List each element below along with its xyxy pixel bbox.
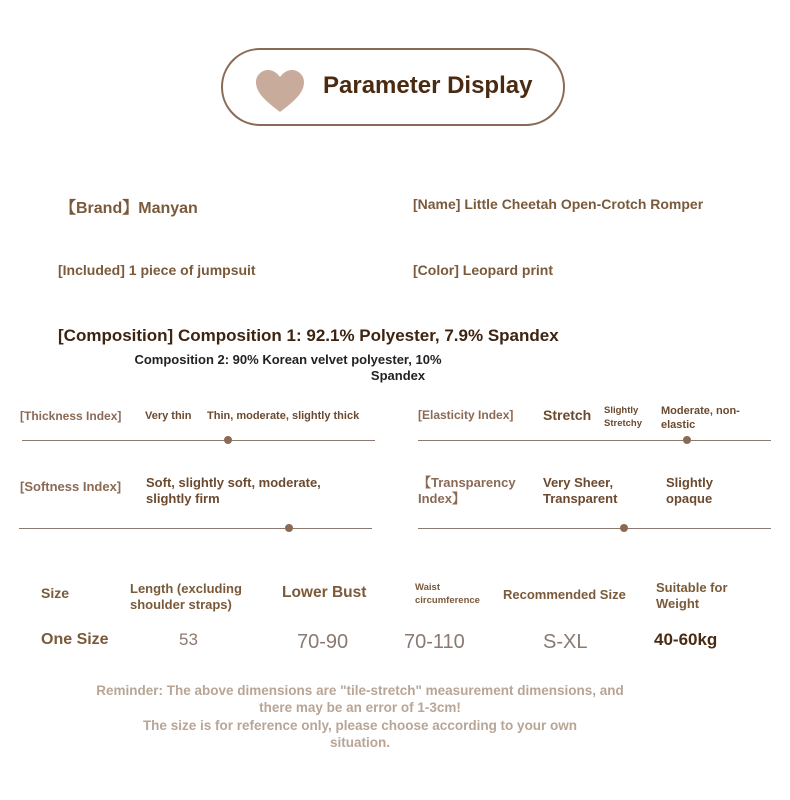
transparency-title xyxy=(418,475,516,507)
header-weight xyxy=(656,580,728,612)
transparency-marker xyxy=(620,524,628,532)
transparency-title-b: Index】 xyxy=(418,491,465,506)
header-length-a: Length (excluding xyxy=(130,581,242,596)
elasticity-opt-moderate xyxy=(661,404,740,432)
softness-opt-a: Soft, slightly soft, moderate, xyxy=(146,475,321,490)
elasticity-title: [Elasticity Index] xyxy=(418,408,514,422)
header-weight-a: Suitable for xyxy=(656,580,728,595)
cell-size: One Size xyxy=(41,631,109,648)
heart-icon xyxy=(254,68,306,114)
transparency-opt-opaque xyxy=(666,475,713,507)
header-length-b: shoulder straps) xyxy=(130,597,232,612)
reminder-text xyxy=(60,682,660,716)
cell-lower-bust: 70-90 xyxy=(297,631,349,653)
cell-recommended: S-XL xyxy=(543,631,588,653)
transparency-opt-sheer xyxy=(543,475,617,507)
included-label: [Included] xyxy=(58,262,125,278)
transparency-opt-sheer-b: Transparent xyxy=(543,491,618,506)
elasticity-opt-moderate-a: Moderate, non- xyxy=(661,405,740,417)
transparency-opt-opaque-a: Slightly xyxy=(666,475,713,490)
name-label: [Name] xyxy=(413,196,461,212)
header-waist xyxy=(415,581,480,607)
thickness-opt-moderate: Thin, moderate, slightly thick xyxy=(207,410,360,422)
composition-line1: Composition 1: 92.1% Polyester, 7.9% Spandex xyxy=(177,326,559,345)
elasticity-opt-slightly-b: Stretchy xyxy=(604,418,643,429)
included-value: 1 piece of jumpsuit xyxy=(128,262,256,278)
header-size: Size xyxy=(41,585,70,601)
cell-weight: 40-60kg xyxy=(654,630,718,649)
reminder-note xyxy=(60,717,660,751)
reminder-line3: The size is for reference only, please choose according to your own xyxy=(142,718,578,733)
composition-line2-a: Composition 2: 90% Korean velvet polyester, 10% xyxy=(134,352,442,367)
header-waist-a: Waist xyxy=(415,582,440,593)
cell-length: 53 xyxy=(179,630,198,649)
color-field xyxy=(413,262,553,278)
elasticity-opt-slightly xyxy=(604,404,642,430)
header-waist-b: circumference xyxy=(415,595,480,606)
composition-label: [Composition] xyxy=(58,326,174,345)
elasticity-opt-moderate-b: elastic xyxy=(661,419,696,431)
reminder-line4: situation. xyxy=(330,735,390,750)
page-title: Parameter Display xyxy=(323,72,533,99)
softness-opt-b: slightly firm xyxy=(146,491,220,506)
name-field xyxy=(413,196,703,212)
composition-line2 xyxy=(120,352,456,384)
brand-label: 【Brand】 xyxy=(60,200,139,217)
transparency-title-a: 【Transparency xyxy=(418,475,516,490)
name-value: Little Cheetah Open-Crotch Romper xyxy=(464,196,704,212)
softness-title: [Softness Index] xyxy=(20,479,122,494)
reminder-line1: Reminder: The above dimensions are "tile-stretch" measurement dimensions, and xyxy=(96,683,624,698)
color-label: [Color] xyxy=(413,262,459,278)
brand-value: Manyan xyxy=(138,200,198,217)
header-recommended: Recommended Size xyxy=(503,587,626,602)
header-lower-bust: Lower Bust xyxy=(282,584,367,601)
cell-waist: 70-110 xyxy=(404,631,465,653)
elasticity-scale-line xyxy=(418,440,771,441)
softness-marker xyxy=(285,524,293,532)
elasticity-marker xyxy=(683,436,691,444)
included-field xyxy=(58,262,256,278)
elasticity-opt-slightly-a: Slightly xyxy=(604,405,639,416)
composition-line2-b: Spandex xyxy=(370,368,426,383)
thickness-title: [Thickness Index] xyxy=(20,409,122,423)
brand-field xyxy=(60,195,198,218)
elasticity-opt-stretch: Stretch xyxy=(543,407,592,423)
transparency-scale-line xyxy=(418,528,771,529)
softness-options xyxy=(146,475,321,507)
thickness-opt-very-thin: Very thin xyxy=(145,410,192,422)
header-length xyxy=(130,581,242,613)
reminder-line2: there may be an error of 1-3cm! xyxy=(259,700,461,715)
thickness-marker xyxy=(224,436,232,444)
transparency-opt-sheer-a: Very Sheer, xyxy=(543,475,614,490)
composition-field xyxy=(58,326,559,346)
color-value: Leopard print xyxy=(462,262,554,278)
header-weight-b: Weight xyxy=(656,596,700,611)
thickness-scale-line xyxy=(22,440,375,441)
transparency-opt-opaque-b: opaque xyxy=(666,491,713,506)
softness-scale-line xyxy=(19,528,372,529)
